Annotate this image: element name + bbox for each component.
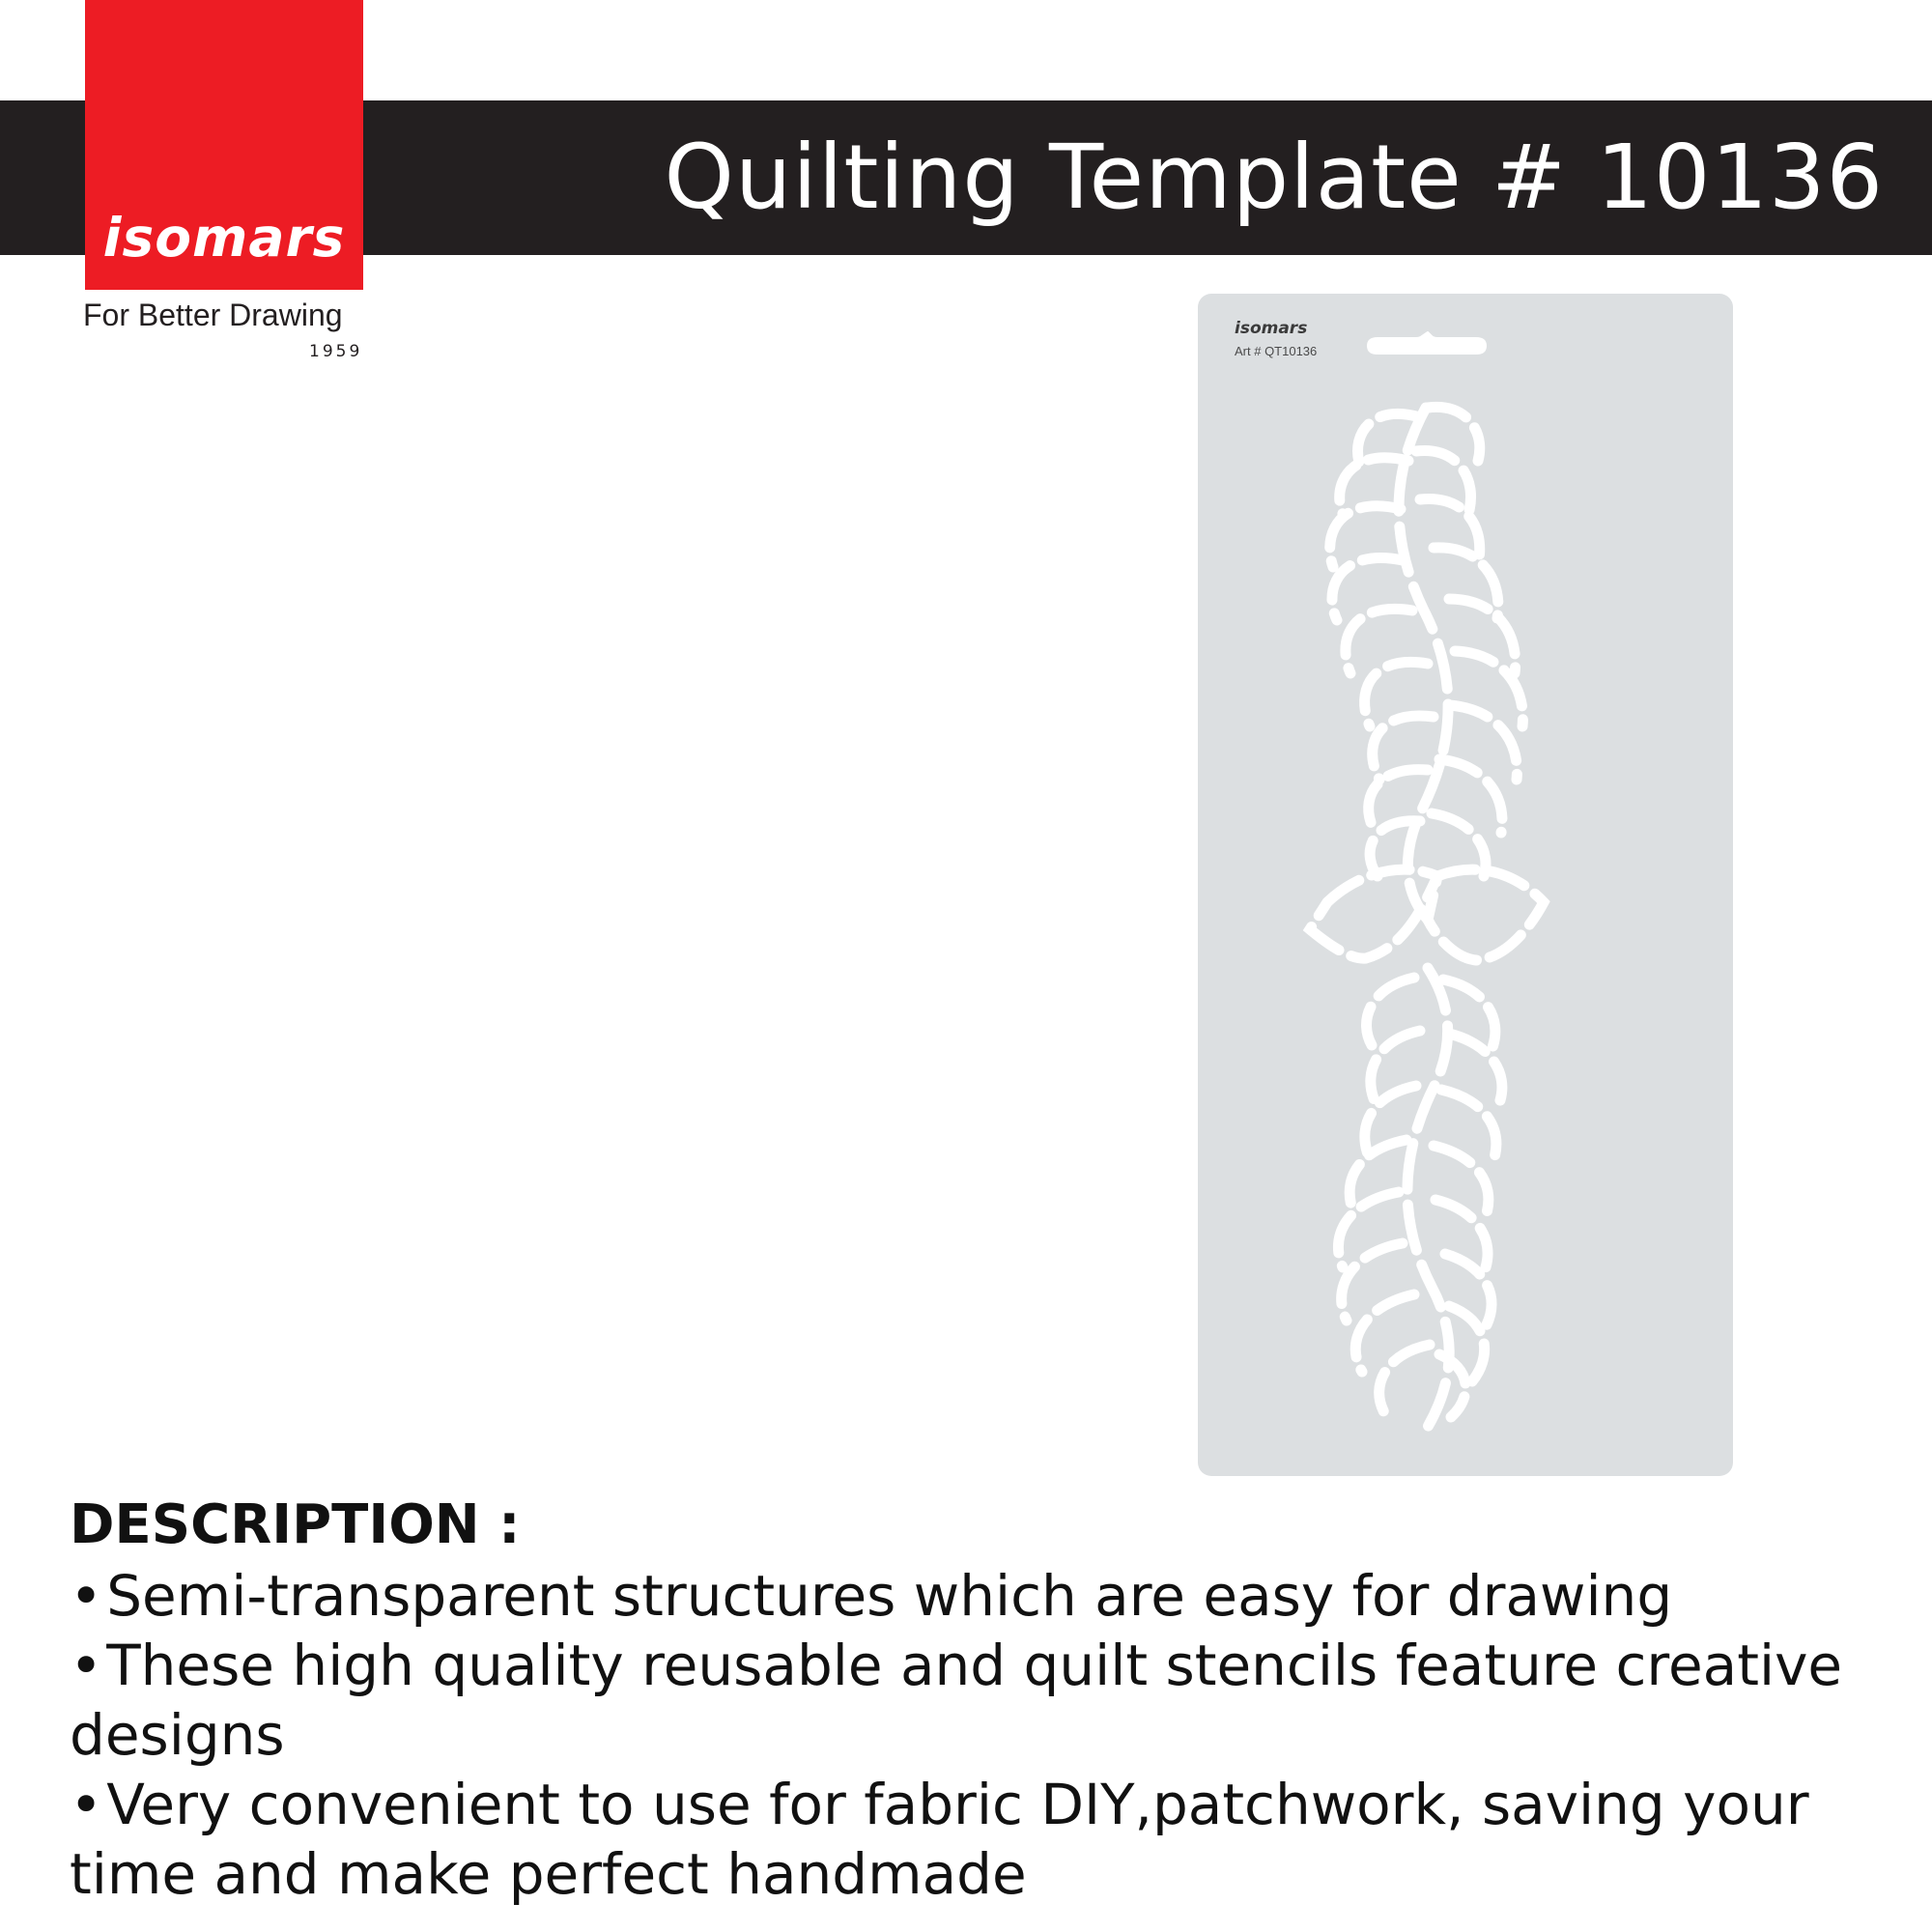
- description-item-text: Very convenient to use for fabric DIY,patchwork, saving your time and make perfect handmade: [70, 1772, 1809, 1907]
- description-item: [70, 1770, 1866, 1909]
- bullet-icon: •: [70, 1563, 103, 1629]
- logo-wordmark: isomars: [102, 207, 346, 269]
- stencil-template: [1196, 292, 1735, 1478]
- page-title: Quilting Template # 10136: [664, 126, 1884, 229]
- stencil-illustration: [1196, 292, 1735, 1478]
- description-list: [70, 1561, 1866, 1909]
- bullet-icon: •: [70, 1772, 103, 1837]
- description-item: [70, 1561, 1866, 1631]
- brand-tagline: For Better Drawing: [83, 298, 343, 332]
- brand-year: 1959: [309, 342, 363, 361]
- bullet-icon: •: [70, 1633, 103, 1698]
- stencil-article-number: Art # QT10136: [1235, 344, 1318, 358]
- stencil-brand: isomars: [1235, 319, 1308, 338]
- description-heading: DESCRIPTION :: [70, 1493, 521, 1556]
- description-item-text: These high quality reusable and quilt stencils feature creative designs: [70, 1633, 1843, 1768]
- isomars-logo: [85, 0, 363, 290]
- description-item-text: Semi-transparent structures which are easy for drawing: [106, 1563, 1673, 1629]
- description-item: [70, 1631, 1866, 1770]
